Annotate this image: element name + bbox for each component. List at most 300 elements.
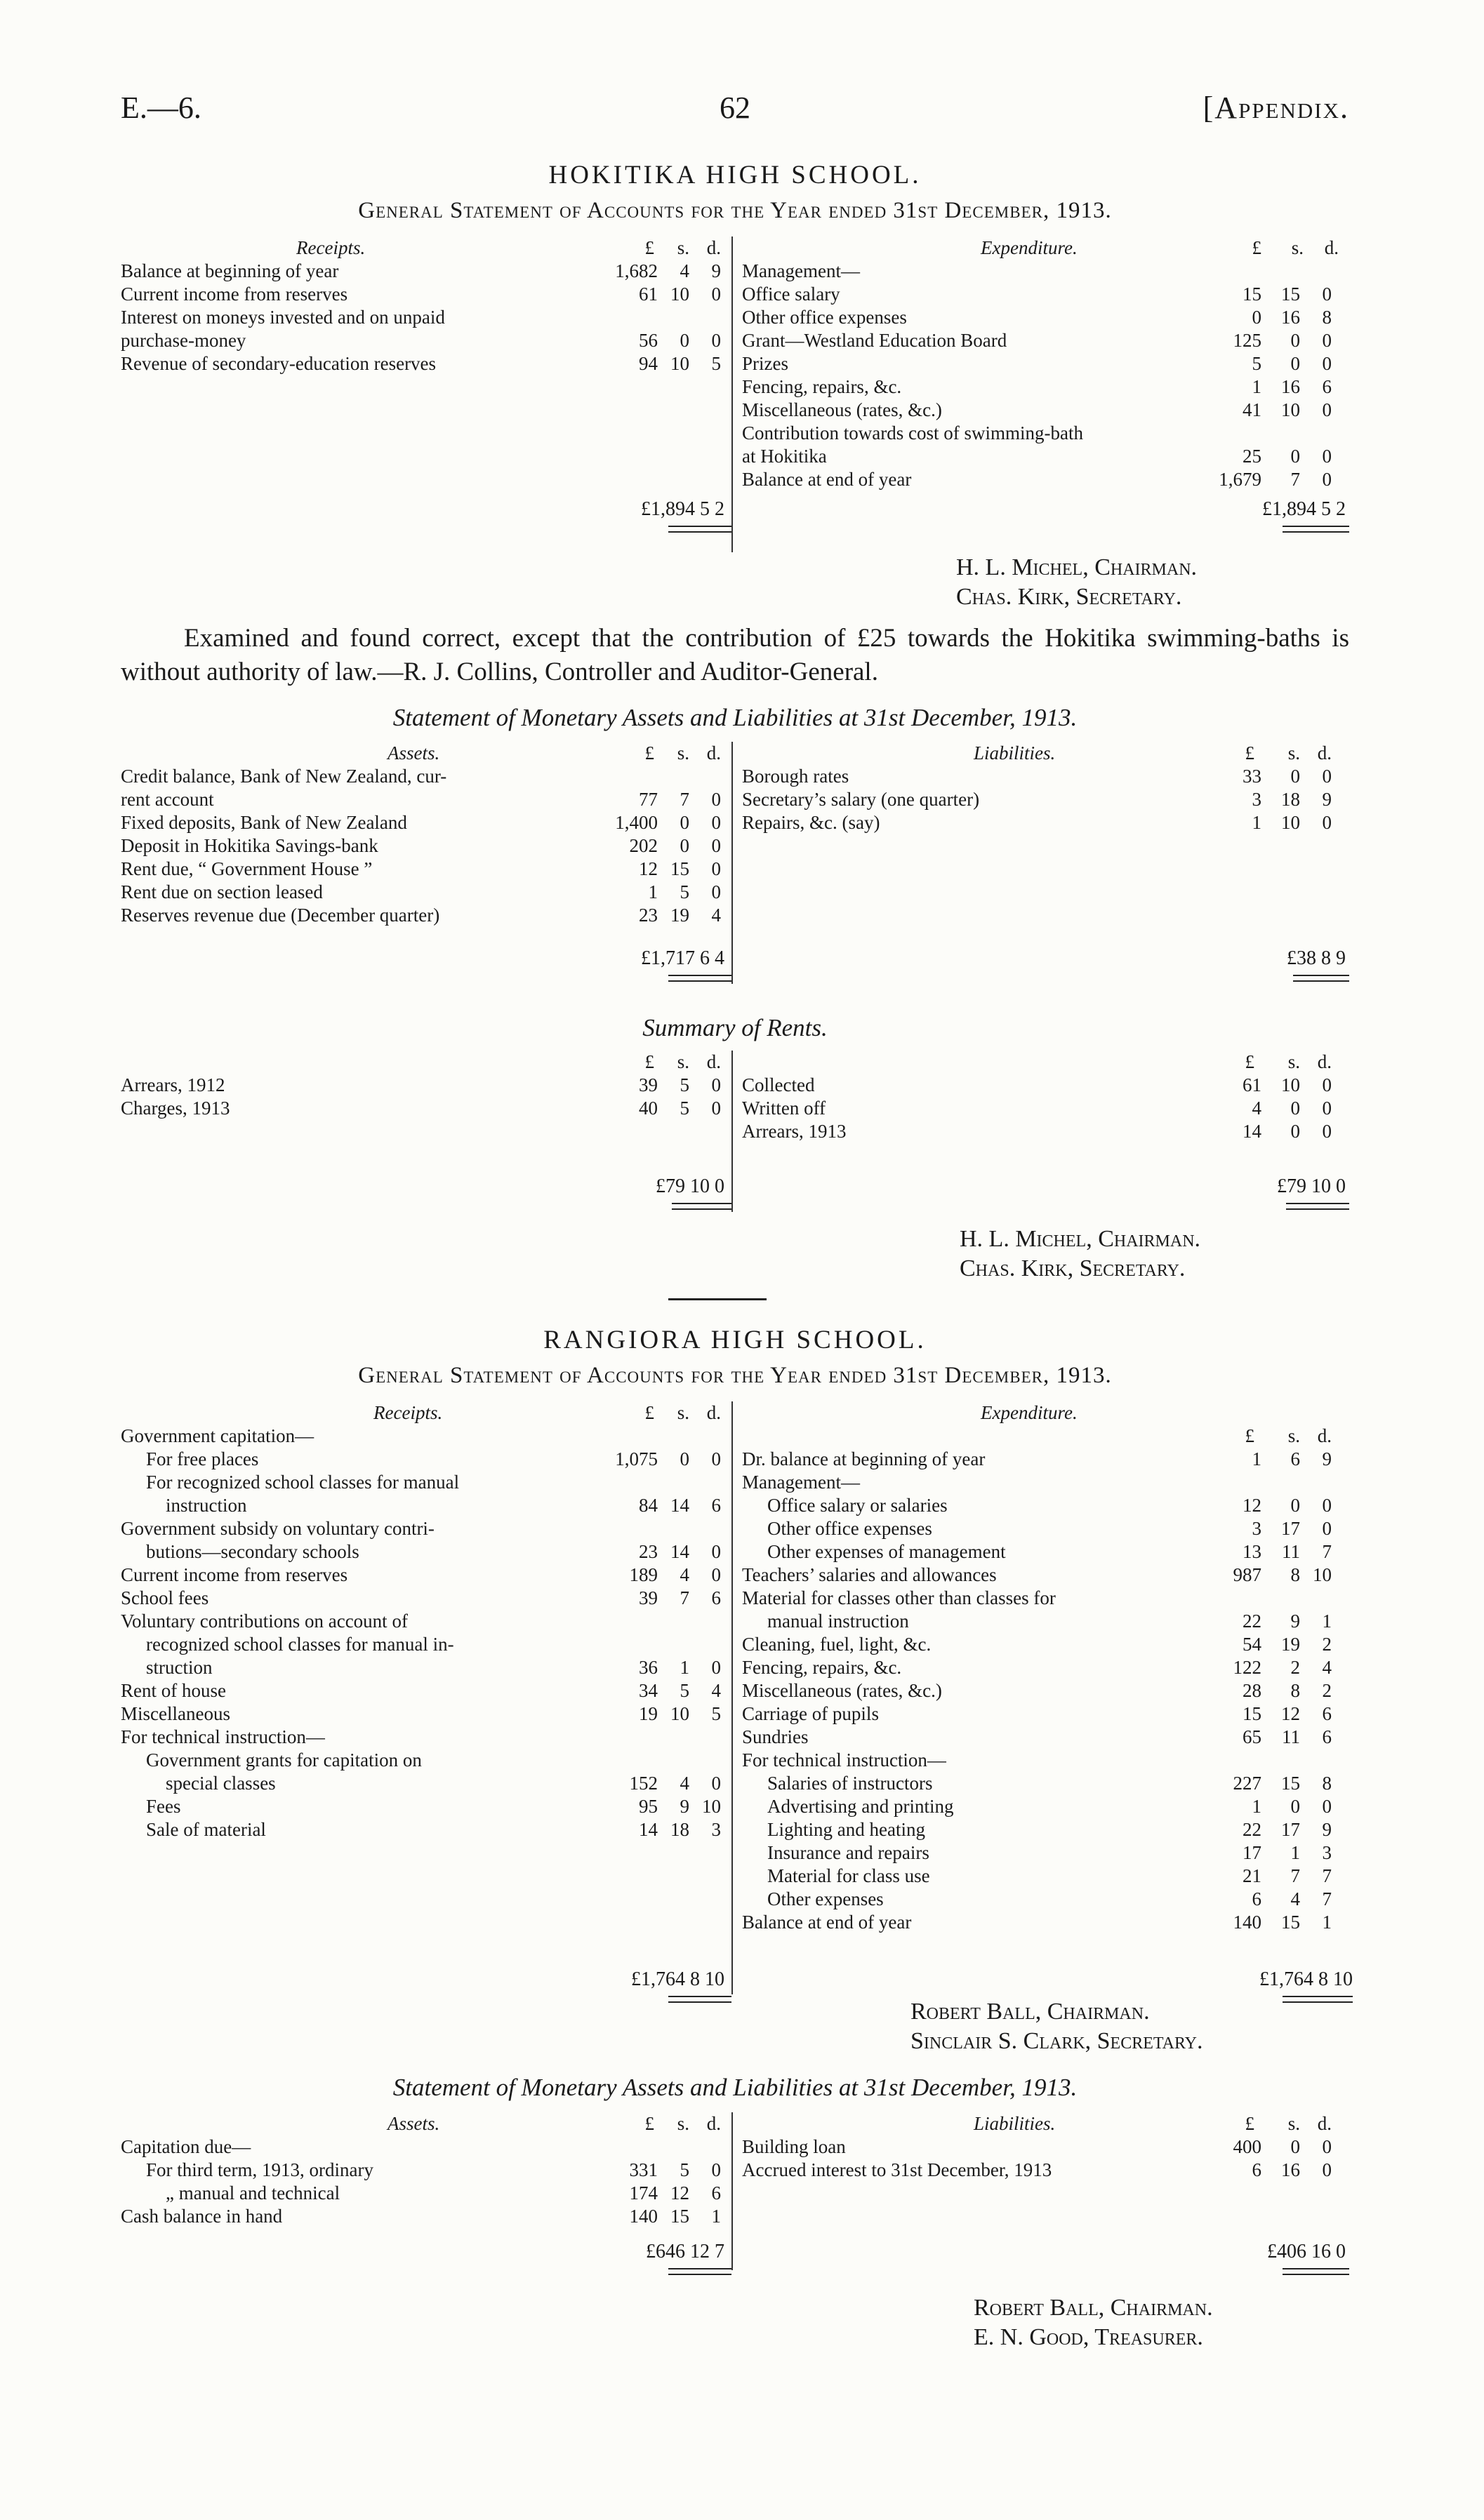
- expenditure-row-shillings: 4: [1290, 1888, 1300, 1909]
- asset-row: [121, 2159, 724, 2182]
- expenditure-row-pounds: 140: [1233, 1912, 1261, 1933]
- header-ref: E.—6.: [121, 91, 201, 125]
- receipt-row-pence: 9: [711, 260, 721, 281]
- expenditure-row-pounds: 1: [1252, 1448, 1261, 1469]
- asset-row-label: Reserves revenue due (December quarter): [121, 905, 440, 926]
- expenditure-row-pence: 8: [1322, 1773, 1332, 1794]
- expenditure-row-shillings: 9: [1290, 1611, 1300, 1632]
- asset-row-label: Rent due, “ Government House ”: [121, 858, 373, 879]
- liability-row-label: Building loan: [742, 2136, 846, 2157]
- expenditure-row: [742, 445, 1349, 468]
- asset-row: [121, 788, 724, 811]
- rangiora-receipts-heading: Receipts.: [373, 1402, 443, 1423]
- asset-row-pounds: 1: [648, 881, 658, 902]
- receipt-row-label: Government capitation—: [121, 1425, 314, 1446]
- expenditure-row-label: at Hokitika: [742, 446, 827, 467]
- receipt-row: [121, 1494, 724, 1517]
- receipt-row-pence: 5: [711, 353, 721, 374]
- expenditure-row: [742, 260, 1349, 283]
- rangiora-liabilities: Liabilities. £ s. d. Building loan 400 0 0 Accrued interest to 31st December, 1913 6 16 0: [742, 2112, 1349, 2182]
- expenditure-row-shillings: 11: [1282, 1541, 1300, 1562]
- expenditure-row-pounds: 54: [1243, 1634, 1261, 1655]
- rents-summary: £ s. d. Arrears, 1912 39 5 0 Charges, 1913 40 5 0 £ s. d. Collected 61 10 0 Written off 4 0 0 Arrears, 1913 14 0 0 £79 10 0 £79 10 0: [121, 1051, 1349, 1219]
- expenditure-row-label: Other office expenses: [742, 307, 907, 328]
- receipt-row: [121, 1702, 724, 1726]
- receipt-row-pence: 3: [711, 1819, 721, 1840]
- rent-row-label: Collected: [742, 1074, 815, 1095]
- expenditure-row: [742, 1494, 1349, 1517]
- asset-row-label: Credit balance, Bank of New Zealand, cur-: [121, 766, 447, 787]
- expenditure-row-shillings: 15: [1281, 284, 1300, 305]
- asset-row-label: rent account: [121, 789, 214, 810]
- expenditure-row: [742, 468, 1349, 491]
- receipt-row-shillings: 14: [670, 1495, 689, 1516]
- liability-row-pounds: 3: [1252, 789, 1261, 810]
- liability-row-label: Accrued interest to 31st December, 1913: [742, 2159, 1052, 2180]
- liability-row-pounds: 1: [1252, 812, 1261, 833]
- receipt-row: [121, 1564, 724, 1587]
- expenditure-row-pence: 0: [1322, 469, 1332, 490]
- expenditure-row: [742, 1772, 1349, 1795]
- expenditure-row-shillings: 17: [1281, 1518, 1300, 1539]
- rents-title: Summary of Rents.: [642, 1014, 828, 1041]
- receipt-row-shillings: 0: [680, 1448, 689, 1469]
- rent-row-pence: 0: [711, 1098, 721, 1119]
- receipt-row: [121, 1772, 724, 1795]
- receipt-row: [121, 1656, 724, 1679]
- asset-row-pounds: 140: [629, 2206, 658, 2227]
- asset-row-pence: 0: [711, 789, 721, 810]
- expenditure-row-pence: 7: [1322, 1541, 1332, 1562]
- asset-row: [121, 2182, 724, 2205]
- receipt-row-pence: 0: [711, 1773, 721, 1794]
- hokitika-title: HOKITIKA HIGH SCHOOL.: [548, 161, 922, 189]
- rent-row-pence: 0: [1322, 1098, 1332, 1119]
- receipt-row-label: Government grants for capitation on: [146, 1749, 422, 1771]
- rent-row: [121, 1074, 724, 1097]
- rent-row-pounds: 39: [639, 1074, 658, 1095]
- expenditure-row-pence: 7: [1322, 1865, 1332, 1886]
- expenditure-row-pence: 9: [1322, 1448, 1332, 1469]
- liability-row-shillings: 0: [1290, 2136, 1300, 2157]
- receipt-row-label: For free places: [146, 1448, 259, 1469]
- expenditure-row: [742, 1749, 1349, 1772]
- expenditure-row: [742, 352, 1349, 375]
- receipt-row-label: Balance at beginning of year: [121, 260, 339, 281]
- expenditure-row-pence: 0: [1322, 330, 1332, 351]
- liability-row-pence: 0: [1322, 766, 1332, 787]
- asset-row-shillings: 5: [680, 881, 689, 902]
- expenditure-row-shillings: 15: [1281, 1773, 1300, 1794]
- liability-row: [742, 765, 1349, 788]
- asset-row-shillings: 19: [670, 905, 689, 926]
- receipt-row: [121, 1471, 724, 1494]
- receipt-row-pence: 0: [711, 1564, 721, 1585]
- expenditure-row-pounds: 122: [1233, 1657, 1261, 1678]
- expenditure-row-pence: 6: [1322, 376, 1332, 397]
- liability-row: [742, 2159, 1349, 2182]
- section-divider: [668, 1298, 767, 1300]
- header-appendix: [Appendix.: [1203, 91, 1349, 125]
- asset-row-pence: 0: [711, 812, 721, 833]
- expenditure-row-pounds: 41: [1243, 399, 1261, 420]
- expenditure-row-shillings: 8: [1290, 1680, 1300, 1701]
- asset-row: [121, 765, 724, 788]
- asset-row-pence: 0: [711, 835, 721, 856]
- rent-row-shillings: 0: [1290, 1098, 1300, 1119]
- asset-row-label: Cash balance in hand: [121, 2206, 283, 2227]
- expenditure-row-label: Salaries of instructors: [767, 1773, 933, 1794]
- expenditure-row-label: Cleaning, fuel, light, &c.: [742, 1634, 932, 1655]
- receipt-row-label: Miscellaneous: [121, 1703, 230, 1724]
- expenditure-row-shillings: 10: [1281, 399, 1300, 420]
- receipt-row-label: special classes: [166, 1773, 276, 1794]
- liability-row-shillings: 16: [1281, 2159, 1300, 2180]
- receipt-row-shillings: 10: [670, 1703, 689, 1724]
- receipt-row-shillings: 4: [680, 1773, 689, 1794]
- expenditure-row-shillings: 0: [1290, 446, 1300, 467]
- expenditure-row: [742, 1633, 1349, 1656]
- rent-row-label: Arrears, 1913: [742, 1121, 847, 1142]
- receipt-row-label: purchase-money: [121, 330, 246, 351]
- expenditure-row-label: Sundries: [742, 1726, 809, 1747]
- expenditure-row-pence: 1: [1322, 1912, 1332, 1933]
- rent-row-label: Charges, 1913: [121, 1098, 230, 1119]
- expenditure-row-shillings: 2: [1290, 1657, 1300, 1678]
- expenditure-row-label: Management—: [742, 1472, 860, 1493]
- receipt-row: [121, 260, 724, 283]
- receipt-row: [121, 1726, 724, 1749]
- expenditure-row: [742, 1448, 1349, 1471]
- asset-row-pence: 4: [711, 905, 721, 926]
- expenditure-row-shillings: 1: [1290, 1842, 1300, 1863]
- receipt-row-label: instruction: [166, 1495, 247, 1516]
- expenditure-row-shillings: 12: [1281, 1703, 1300, 1724]
- expenditure-row-pounds: 22: [1243, 1611, 1261, 1632]
- expenditure-row-label: Balance at end of year: [742, 469, 912, 490]
- receipt-row-pounds: 61: [639, 284, 658, 305]
- expenditure-row-shillings: 7: [1290, 1865, 1300, 1886]
- asset-row-label: Fixed deposits, Bank of New Zealand: [121, 812, 407, 833]
- rangiora-title: RANGIORA HIGH SCHOOL.: [543, 1326, 927, 1354]
- receipt-row-label: For technical instruction—: [121, 1726, 325, 1747]
- expenditure-row-label: Grant—Westland Education Board: [742, 330, 1007, 351]
- receipt-row-pounds: 1,682: [615, 260, 658, 281]
- hokitika-subtitle: General Statement of Accounts for the Year ended 31st December, 1913.: [358, 198, 1112, 223]
- expenditure-row-shillings: 15: [1281, 1912, 1300, 1933]
- receipt-row: [121, 352, 724, 375]
- asset-row: [121, 2205, 724, 2228]
- receipt-row-label: Fees: [146, 1796, 181, 1817]
- receipt-row-pence: 10: [702, 1796, 721, 1817]
- rent-row-pounds: 4: [1252, 1098, 1261, 1119]
- rent-row-shillings: 5: [680, 1098, 689, 1119]
- expenditure-row-shillings: 6: [1290, 1448, 1300, 1469]
- receipt-row: [121, 306, 724, 329]
- liability-row-pounds: 6: [1252, 2159, 1261, 2180]
- receipt-row-shillings: 14: [670, 1541, 689, 1562]
- receipt-row-shillings: 7: [680, 1587, 689, 1608]
- receipt-row-pounds: 1,075: [615, 1448, 658, 1469]
- expenditure-row-pounds: 28: [1243, 1680, 1261, 1701]
- expenditure-row-pence: 4: [1322, 1657, 1332, 1678]
- asset-row: [121, 858, 724, 881]
- receipt-row: [121, 1749, 724, 1772]
- liability-row-pence: 0: [1322, 2159, 1332, 2180]
- expenditure-row-pounds: 22: [1243, 1819, 1261, 1840]
- asset-row-shillings: 15: [670, 858, 689, 879]
- receipt-row-label: Government subsidy on voluntary contri-: [121, 1518, 435, 1539]
- asset-row: [121, 881, 724, 904]
- expenditure-row: [742, 1471, 1349, 1494]
- hokitika-signatures-1: H. L. Michel, Chairman. Chas. Kirk, Secretary.: [956, 554, 1198, 610]
- receipt-row-pounds: 84: [639, 1495, 658, 1516]
- liability-row-pence: 0: [1322, 812, 1332, 833]
- expenditure-row: [742, 1564, 1349, 1587]
- asset-row-shillings: 0: [680, 812, 689, 833]
- rent-row-pence: 0: [711, 1074, 721, 1095]
- receipt-row-label: Rent of house: [121, 1680, 226, 1701]
- receipt-row-label: Sale of material: [146, 1819, 266, 1840]
- expenditure-row-label: Prizes: [742, 353, 788, 374]
- rent-row-shillings: 0: [1290, 1121, 1300, 1142]
- receipt-row-pounds: 95: [639, 1796, 658, 1817]
- receipt-row-label: School fees: [121, 1587, 209, 1608]
- hokitika-receipts: Receipts. £ s. d. Balance at beginning of year 1,682 4 9 Current income from reserves 61 10 0 Interest on moneys invested and on unpaid purchase-money 56 0 0 Revenue of secondary-education reserves 94 10 5: [121, 236, 724, 375]
- rangiora-assets-heading: Assets.: [387, 2113, 440, 2134]
- expenditure-row-pounds: 15: [1243, 1703, 1261, 1724]
- asset-row-shillings: 12: [670, 2182, 689, 2204]
- rent-row: [121, 1097, 724, 1120]
- expenditure-row-shillings: 7: [1290, 469, 1300, 490]
- expenditure-heading: Expenditure.: [981, 237, 1078, 258]
- receipt-row-shillings: 10: [670, 284, 689, 305]
- asset-row: [121, 834, 724, 858]
- expenditure-row-shillings: 17: [1281, 1819, 1300, 1840]
- receipt-row-shillings: 1: [680, 1657, 689, 1678]
- receipt-row: [121, 283, 724, 306]
- expenditure-row: [742, 375, 1349, 399]
- page-header: [121, 90, 1349, 132]
- expenditure-row-pounds: 227: [1233, 1773, 1261, 1794]
- expenditure-row-label: Management—: [742, 260, 860, 281]
- rangiora-subtitle: General Statement of Accounts for the Year ended 31st December, 1913.: [358, 1363, 1112, 1388]
- receipt-row: [121, 1610, 724, 1633]
- liability-row-label: Repairs, &c. (say): [742, 812, 880, 833]
- page-number: 62: [720, 91, 750, 125]
- expenditure-row-pence: 1: [1322, 1611, 1332, 1632]
- expenditure-row-label: Fencing, repairs, &c.: [742, 376, 902, 397]
- expenditure-row: [742, 1679, 1349, 1702]
- asset-row-shillings: 7: [680, 789, 689, 810]
- receipt-row-pence: 0: [711, 284, 721, 305]
- asset-row-shillings: 15: [670, 2206, 689, 2227]
- receipt-row-label: Current income from reserves: [121, 284, 348, 305]
- expenditure-row-shillings: 0: [1290, 1796, 1300, 1817]
- expenditure-row-pounds: 12: [1243, 1495, 1261, 1516]
- hokitika-assets-liabilities: Assets. £ s. d. Credit balance, Bank of New Zealand, cur- rent account 77 7 0 Fixed deposits, Bank of New Zealand 1,400 0 0 Deposit in Hokitika Savings-bank 202 0 0 Rent due, “ Government House ” 12 15 0 Rent due on section leased 1 5 0 Reserves revenue due (December quarter) 23 19 4 Liabilities. £ s. d. Borough rates 33 0 0 Secretary’s salary (one quarter) 3 18 9 Repairs, &c. (say) 1 10 0 £1,717 6 4 £38 8 9: [121, 742, 1349, 991]
- liability-row: [742, 811, 1349, 834]
- hokitika-signatures-2: H. L. Michel, Chairman. Chas. Kirk, Secretary.: [960, 1226, 1201, 1281]
- expenditure-row-pence: 9: [1322, 1819, 1332, 1840]
- expenditure-row-pence: 2: [1322, 1634, 1332, 1655]
- receipt-row: [121, 1448, 724, 1471]
- receipt-row-pounds: 56: [639, 330, 658, 351]
- asset-row-pence: 0: [711, 858, 721, 879]
- expenditure-row-shillings: 16: [1281, 307, 1300, 328]
- expenditure-row-label: Teachers’ salaries and allowances: [742, 1564, 997, 1585]
- asset-row-pounds: 202: [629, 835, 658, 856]
- expenditure-row-label: For technical instruction—: [742, 1749, 946, 1771]
- liabilities-heading: Liabilities.: [974, 742, 1056, 764]
- expenditure-row-pence: 10: [1313, 1564, 1332, 1585]
- expenditure-row-pence: 6: [1322, 1703, 1332, 1724]
- hokitika-expenditure: Expenditure. £ s. d. Management— Office salary 15 15 0 Other office expenses 0 16 8 Grant—Westland Education Board 125 0 0 Prizes 5 0 0 Fencing, repairs, &c. 1 16 6 Miscellaneous (rates, &c.) 41 10 0 Contribution towards cost of swimming-bath at Hokitika 25 0 0 Balance at end of year 1,679 7 0: [742, 236, 1349, 491]
- expenditure-row-label: Material for class use: [767, 1865, 930, 1886]
- expenditure-row-pounds: 125: [1233, 330, 1261, 351]
- receipt-row-shillings: 10: [670, 353, 689, 374]
- expenditure-row-pounds: 5: [1252, 353, 1261, 374]
- expenditure-row: [742, 329, 1349, 352]
- rent-row: [742, 1074, 1349, 1097]
- receipt-row: [121, 1517, 724, 1540]
- receipt-row-pence: 0: [711, 330, 721, 351]
- asset-row-pounds: 174: [629, 2182, 658, 2204]
- expenditure-row-label: Office salary: [742, 284, 840, 305]
- receipt-row-pounds: 19: [639, 1703, 658, 1724]
- expenditure-row-pence: 0: [1322, 1518, 1332, 1539]
- expenditure-row: [742, 1818, 1349, 1841]
- asset-row: [121, 811, 724, 834]
- rent-row-shillings: 5: [680, 1074, 689, 1095]
- expenditure-row-shillings: 0: [1290, 330, 1300, 351]
- expenditure-row-label: Insurance and repairs: [767, 1842, 929, 1863]
- expenditure-row: [742, 1517, 1349, 1540]
- asset-row-pounds: 331: [629, 2159, 658, 2180]
- assets-heading: Assets.: [387, 742, 440, 764]
- receipt-row-label: recognized school classes for manual in-: [146, 1634, 454, 1655]
- asset-row-label: „ manual and technical: [166, 2182, 340, 2204]
- receipt-row-shillings: 0: [680, 330, 689, 351]
- receipt-row: [121, 1425, 724, 1448]
- asset-row-pence: 0: [711, 2159, 721, 2180]
- liability-row-pounds: 33: [1243, 766, 1261, 787]
- receipt-row-pounds: 189: [629, 1564, 658, 1585]
- expenditure-row-pence: 0: [1322, 399, 1332, 420]
- liability-row-shillings: 18: [1281, 789, 1300, 810]
- asset-row-pounds: 77: [639, 789, 658, 810]
- expenditure-row-pence: 0: [1322, 446, 1332, 467]
- hokitika-accounts: Receipts. £ s. d. Balance at beginning of year 1,682 4 9 Current income from reserves 61 10 0 Interest on moneys invested and on unpaid purchase-money 56 0 0 Revenue of secondary-education reserves 94 10 5 Expenditure. £ s. d. Management— Office salary 15 15 0 Other office expenses 0 16 8 Grant—Westland Education Board 125 0 0 Prizes 5 0 0 Fencing, repairs, &c. 1 16 6 Miscellaneous (rates, &c.) 41 10 0 Contribution towards cost of swimming-bath at Hokitika 25 0 0 Balance at end of year 1,679 7 0 £1,894 5 2 £1,894 5 2: [121, 236, 1349, 566]
- rangiora-receipts: Receipts. £ s. d. Government capitation— For free places 1,075 0 0 For recognized school classes for manual instruction 84 14 6 Government subsidy on voluntary contri- butions—secondary schools 23 14 0 Current income from reserves 189 4 0 School fees 39 7 6 Voluntary contributions on account of recognized school classes for manual in- struction 36 1 0 Rent of house 34 5 4 Miscellaneous 19 10 5 For technical instruction— Government grants for capitation on special classes 152 4 0 Fees 95 9 10 Sale of material 14 18 3: [121, 1401, 724, 1841]
- receipt-row: [121, 1587, 724, 1610]
- receipt-row: [121, 329, 724, 352]
- expenditure-row-pounds: 6: [1252, 1888, 1261, 1909]
- rent-row-label: Written off: [742, 1098, 826, 1119]
- rent-row-pounds: 61: [1243, 1074, 1261, 1095]
- liability-row: [742, 2135, 1349, 2159]
- rangiora-assets-title: Statement of Monetary Assets and Liabilities at 31st December, 1913.: [392, 2074, 1078, 2101]
- expenditure-row: [742, 1702, 1349, 1726]
- asset-row-pounds: 23: [639, 905, 658, 926]
- receipt-row-shillings: 18: [670, 1819, 689, 1840]
- expenditure-row-shillings: 19: [1281, 1634, 1300, 1655]
- asset-row-pounds: 1,400: [615, 812, 658, 833]
- rents-right: £ s. d. Collected 61 10 0 Written off 4 0 0 Arrears, 1913 14 0 0: [742, 1051, 1349, 1143]
- liability-row-pounds: 400: [1233, 2136, 1261, 2157]
- receipt-row-pence: 0: [711, 1657, 721, 1678]
- expenditure-row-label: Balance at end of year: [742, 1912, 912, 1933]
- expenditure-row-shillings: 0: [1290, 1495, 1300, 1516]
- expenditure-row-pence: 8: [1322, 307, 1332, 328]
- receipt-row-pounds: 94: [639, 353, 658, 374]
- liability-row-shillings: 0: [1290, 766, 1300, 787]
- receipt-row: [121, 1540, 724, 1564]
- rangiora-signatures-2: Robert Ball, Chairman. E. N. Good, Treasurer.: [974, 2295, 1213, 2350]
- expenditure-row-pounds: 1,679: [1219, 469, 1261, 490]
- rent-row-pence: 0: [1322, 1074, 1332, 1095]
- receipt-row-pounds: 14: [639, 1819, 658, 1840]
- asset-row-label: Capitation due—: [121, 2136, 251, 2157]
- expenditure-row-pence: 0: [1322, 1796, 1332, 1817]
- liability-row-pence: 0: [1322, 2136, 1332, 2157]
- asset-row-label: For third term, 1913, ordinary: [146, 2159, 373, 2180]
- expenditure-row: [742, 1865, 1349, 1888]
- receipt-row: [121, 1679, 724, 1702]
- expenditure-row-label: Advertising and printing: [767, 1796, 954, 1817]
- receipts-heading: Receipts.: [296, 237, 366, 258]
- asset-row-pence: 1: [711, 2206, 721, 2227]
- asset-row-pounds: 12: [639, 858, 658, 879]
- expenditure-row: [742, 1888, 1349, 1911]
- receipt-row-pence: 4: [711, 1680, 721, 1701]
- expenditure-row: [742, 1587, 1349, 1610]
- rent-row-pounds: 40: [639, 1098, 658, 1119]
- asset-row-label: Rent due on section leased: [121, 881, 323, 902]
- expenditure-row-pence: 0: [1322, 284, 1332, 305]
- rent-row-shillings: 10: [1281, 1074, 1300, 1095]
- expenditure-row-pounds: 1: [1252, 1796, 1261, 1817]
- receipt-row-pounds: 34: [639, 1680, 658, 1701]
- expenditure-row-pence: 0: [1322, 1495, 1332, 1516]
- expenditure-row: [742, 306, 1349, 329]
- expenditure-row: [742, 283, 1349, 306]
- liability-row-pence: 9: [1322, 789, 1332, 810]
- rangiora-expenditure-heading: Expenditure.: [981, 1402, 1078, 1423]
- expenditure-row-pounds: 987: [1233, 1564, 1261, 1585]
- asset-row-shillings: 5: [680, 2159, 689, 2180]
- expenditure-row-shillings: 16: [1281, 376, 1300, 397]
- rangiora-assets-liabilities: Assets. £ s. d. Capitation due— For third term, 1913, ordinary 331 5 0 „ manual and technical 174 12 6 Cash balance in hand 140 15 1 Liabilities. £ s. d. Building loan 400 0 0 Accrued interest to 31st December, 1913 6 16 0 £646 12 7 £406 16 0: [121, 2112, 1349, 2281]
- asset-row: [121, 904, 724, 927]
- receipt-row-label: Interest on moneys invested and on unpaid: [121, 307, 445, 328]
- receipt-row-label: For recognized school classes for manual: [146, 1472, 460, 1493]
- rangiora-accounts: Receipts. £ s. d. Government capitation— For free places 1,075 0 0 For recognized school classes for manual instruction 84 14 6 Government subsidy on voluntary contri- butions—secondary schools 23 14 0 Current income from reserves 189 4 0 School fees 39 7 6 Voluntary contributions on account of recognized school classes for manual in- struction 36 1 0 Rent of house 34 5 4 Miscellaneous 19 10 5 For technical instruction— Government grants for capitation on special classes 152 4 0 Fees 95 9 10 Sale of material 14 18 3 Expenditure. £ s. d. Dr. balance at beginning of year 1 6 9 Management— Office salary or salaries 12 0 0 Other office expenses 3 17 0 Other expenses of management 13 11 7 Teachers’ salaries and allowances 987 8 10 Material for classes other than classes for manual instruction 22 9 1 Cleaning, fuel, light, &c. 54 19 2 Fencing, repairs, &c. 122 2 4 Miscellaneous (rates, &c.) 28 8 2 Carriage of pupils 15 12 6 Sundries 65 11 6 For technical instruction— Salaries of instructors 227 15 8 Advertising and printing 1 0 0 Lighting and heating 22 17 9 Insurance and repairs 17 1 3 Material for class use 21 7 7 Other expenses 6 4 7 Balance at end of year 140 15 1 £1,764 8 10 £1,764 8 10: [121, 1401, 1349, 2019]
- receipt-row-label: butions—secondary schools: [146, 1541, 359, 1562]
- rent-row: [742, 1120, 1349, 1143]
- expenditure-row-pence: 0: [1322, 353, 1332, 374]
- receipt-row-shillings: 4: [680, 1564, 689, 1585]
- expenditure-row-label: Office salary or salaries: [767, 1495, 948, 1516]
- receipt-row-pence: 0: [711, 1541, 721, 1562]
- receipt-row-pence: 5: [711, 1703, 721, 1724]
- receipt-row-pounds: 39: [639, 1587, 658, 1608]
- expenditure-row-pounds: 0: [1252, 307, 1261, 328]
- expenditure-row-label: Carriage of pupils: [742, 1703, 879, 1724]
- audit-note: Examined and found correct, except that the contribution of £25 towards the Hokitika swimming-baths is without authority of law.—R. J. Collins, Controller and Auditor-General.: [121, 624, 1349, 686]
- expenditure-row: [742, 1656, 1349, 1679]
- receipt-row-pounds: 36: [639, 1657, 658, 1678]
